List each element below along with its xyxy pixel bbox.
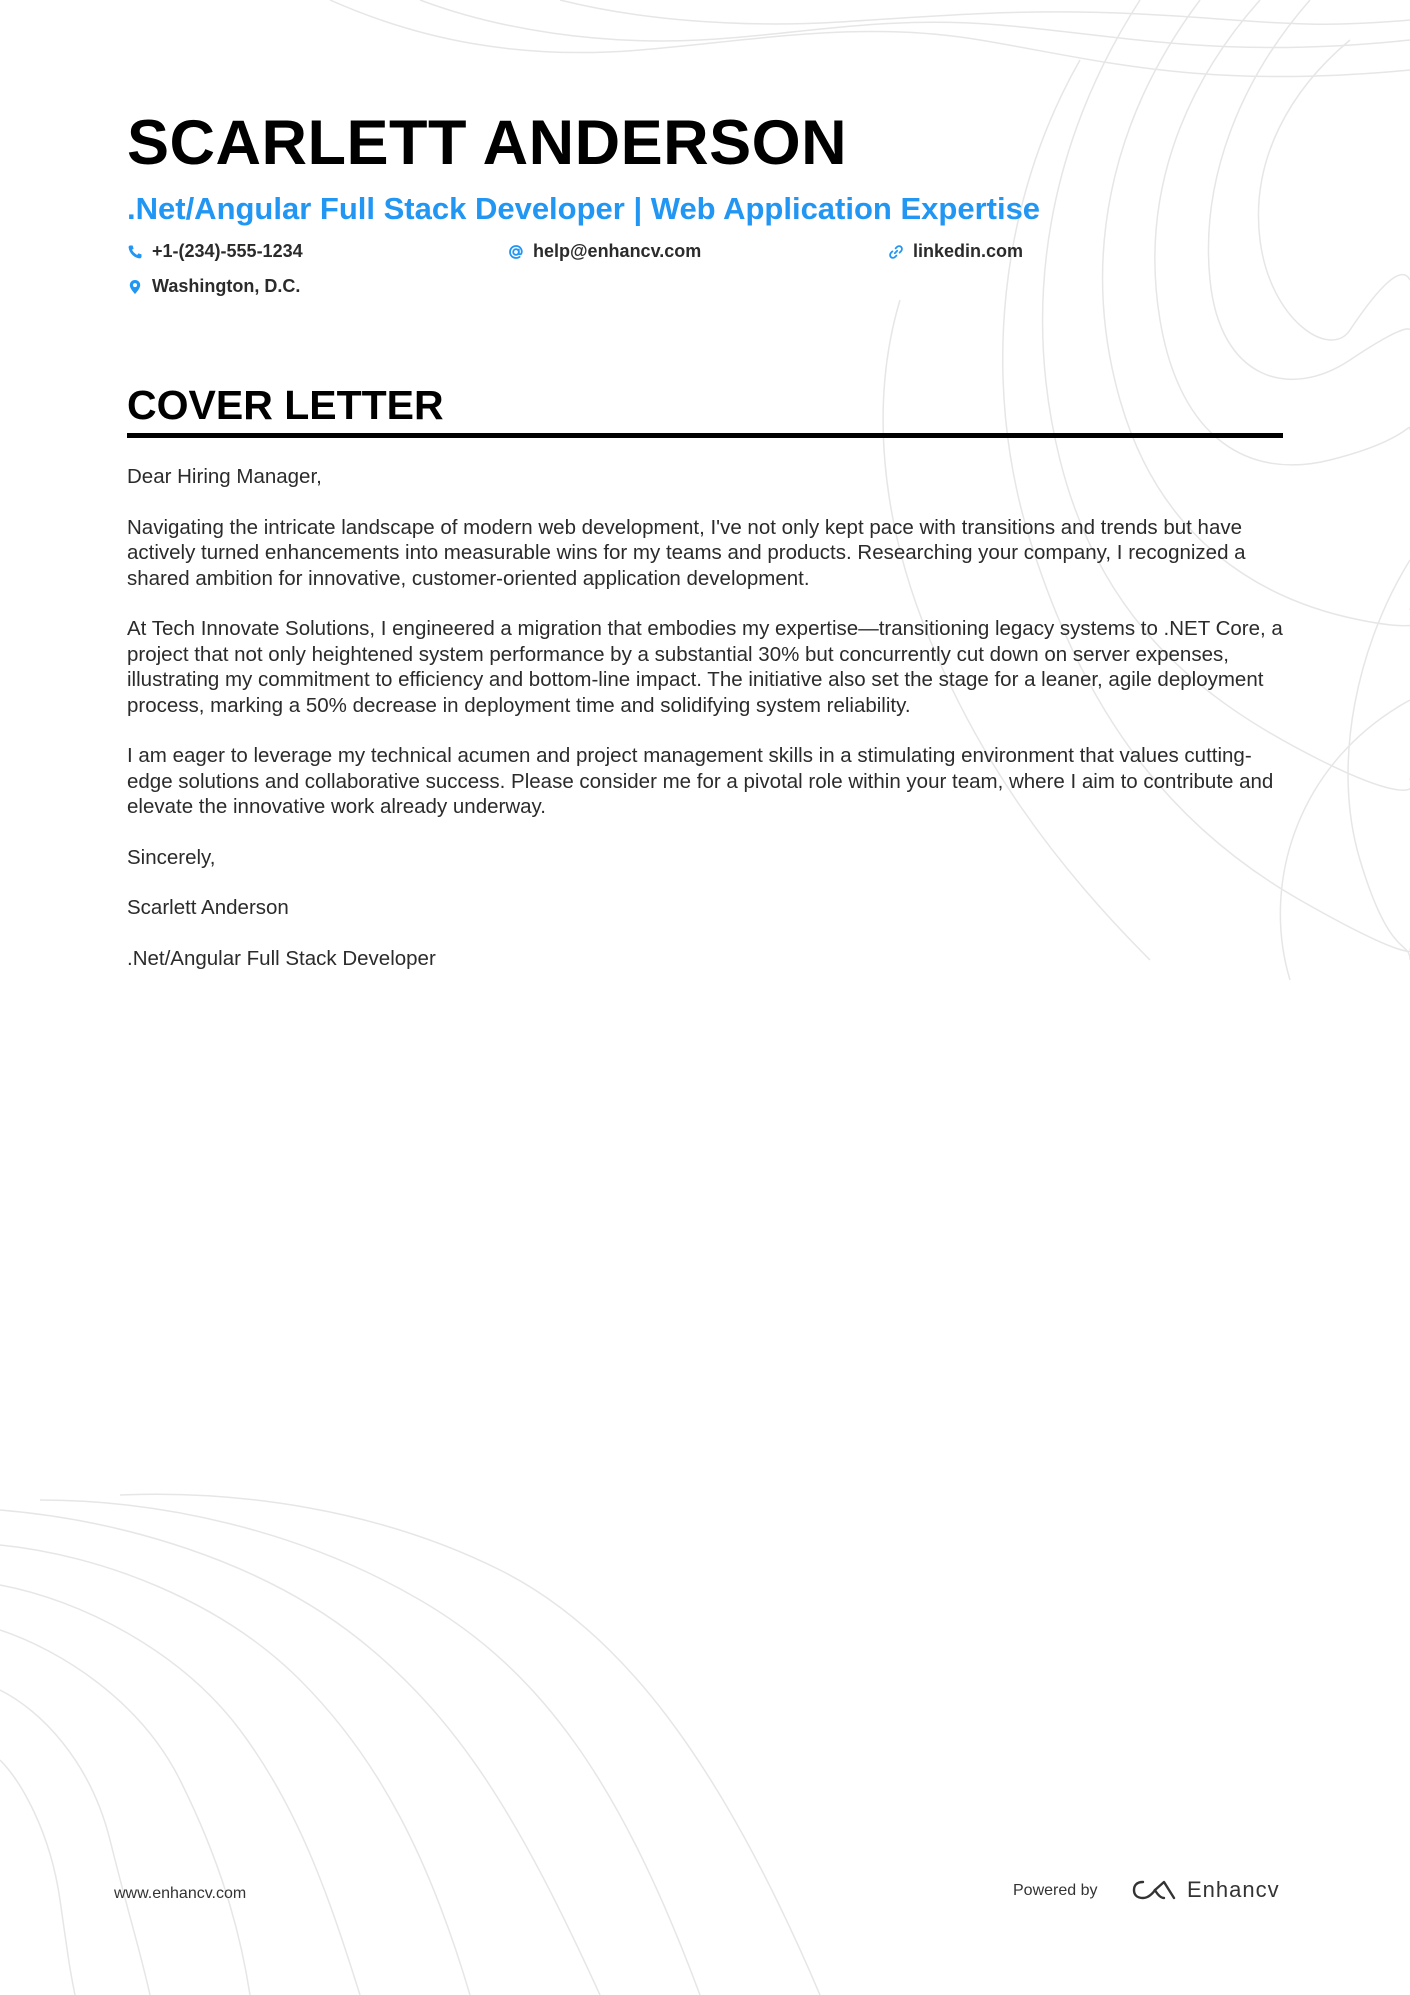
letter-paragraph: At Tech Innovate Solutions, I engineered a migration that embodies my expertise—transitioning legacy systems to .NET Core, a project that not only heightened system performance by a substantial 30% but concurrently cut down on server expenses, illustrating my commitment to efficiency and bottom-line impact. The initiative also set the stage for a leaner, agile deployment process, marking a 50% decrease in deployment time and solidifying system reliability. (127, 617, 1283, 717)
contact-location (127, 276, 300, 297)
location-pin-icon (127, 279, 143, 295)
link-icon (888, 244, 904, 260)
letter-salutation: Dear Hiring Manager, (127, 465, 322, 488)
letter-body (127, 464, 1283, 996)
contact-location-text: Washington, D.C. (152, 276, 301, 296)
powered-by-label: Powered by (1013, 1882, 1098, 1899)
phone-icon (127, 244, 143, 260)
at-icon (508, 244, 524, 260)
contact-phone[interactable] (127, 241, 303, 262)
contact-phone-text: +1-(234)-555-1234 (152, 241, 303, 261)
applicant-name: SCARLETT ANDERSON (127, 108, 848, 178)
letter-signature-title: .Net/Angular Full Stack Developer (127, 946, 436, 970)
contact-email-text: help@enhancv.com (533, 241, 702, 261)
applicant-headline: .Net/Angular Full Stack Developer | Web Application Expertise (127, 191, 1041, 226)
contact-linkedin[interactable] (888, 241, 1023, 262)
letter-signature-name: Scarlett Anderson (127, 896, 289, 919)
section-title: COVER LETTER (127, 382, 444, 428)
brand[interactable] (1131, 1877, 1280, 1903)
letter-paragraph: Navigating the intricate landscape of modern web development, I've not only kept pace with transitions and trends but have actively turned enhancements into measurable wins for my teams and products. Researching your company, I recognized a shared ambition for innovative, customer-oriented application development. (127, 515, 1246, 590)
letter-paragraph: I am eager to leverage my technical acumen and project management skills in a stimulating environment that values cutting-edge solutions and collaborative success. Please consider me for a pivotal role within your team, where I aim to contribute and elevate the innovative work already underway. (127, 744, 1274, 818)
letter-closing: Sincerely, (127, 845, 216, 869)
footer-url[interactable]: www.enhancv.com (114, 1885, 247, 1902)
contact-email[interactable] (508, 241, 701, 262)
brand-name: Enhancv (1187, 1877, 1280, 1902)
enhancv-logo-icon (1131, 1878, 1177, 1902)
contact-linkedin-text: linkedin.com (913, 241, 1024, 261)
section-divider (127, 433, 1283, 438)
